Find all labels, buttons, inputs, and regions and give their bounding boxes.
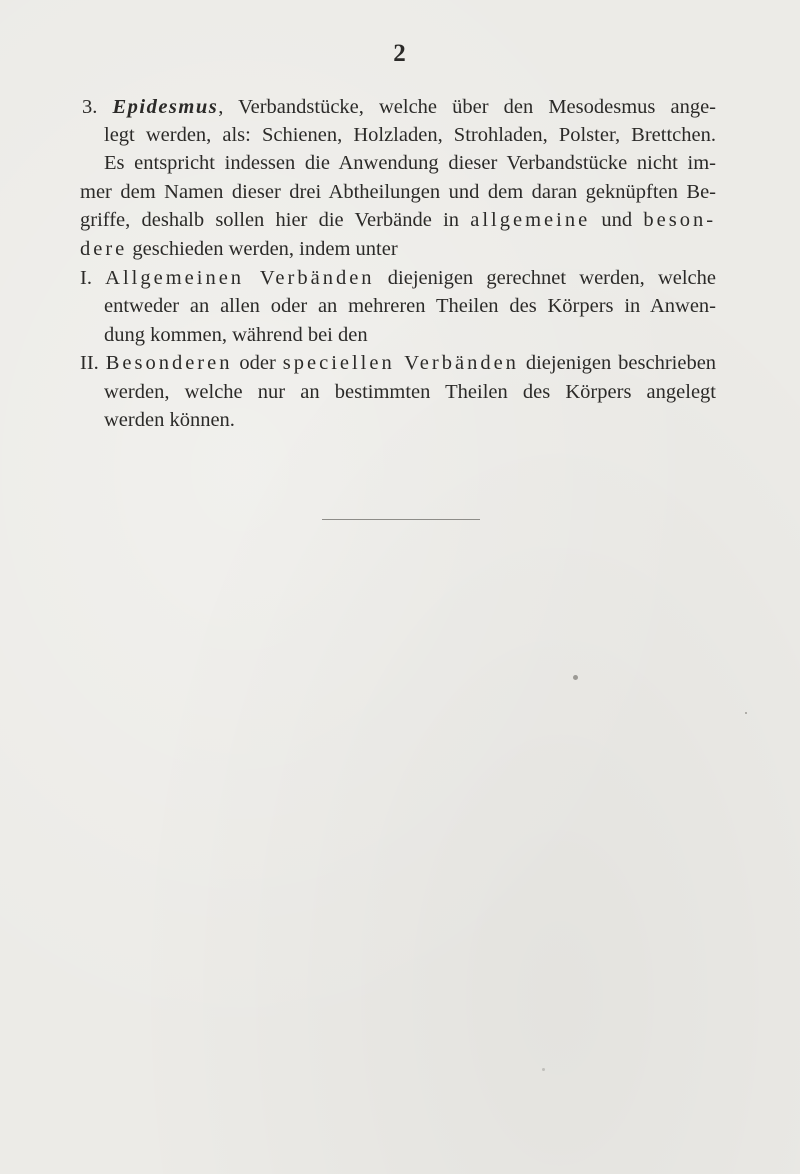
list-item-line: dung kommen, während bei den xyxy=(104,324,368,346)
text-run: griffe, deshalb sollen hier die Verbände in xyxy=(80,209,460,231)
section-title: Epidesmus xyxy=(112,96,219,118)
text-run: und xyxy=(601,209,633,231)
text-run: diejenigen gerechnet werden, welche xyxy=(387,267,716,289)
text-run: geschieden werden, indem unter xyxy=(132,238,398,260)
spaced-term: beson- xyxy=(643,209,717,231)
paper-speck xyxy=(745,712,747,714)
spaced-term: dere xyxy=(80,238,128,260)
section-number: 3. xyxy=(82,96,98,118)
paragraph-line xyxy=(80,207,716,233)
page-number: 2 xyxy=(393,40,407,67)
section-intro-text: , Verbandstücke, welche über den Mesodesmus ange- xyxy=(218,96,716,118)
text-run: diejenigen beschrieben xyxy=(525,352,717,374)
paragraph-line: mer dem Namen dieser drei Abtheilungen und dem daran geknüpften Be- xyxy=(80,181,716,203)
paragraph-line xyxy=(82,94,716,120)
paragraph-line: Es entspricht indessen die Anwendung dieser Verbandstücke nicht im- xyxy=(104,152,716,174)
paper-speck xyxy=(573,675,578,680)
paragraph-line: legt werden, als: Schienen, Holzladen, Strohladen, Polster, Brettchen. xyxy=(104,124,716,146)
section-divider xyxy=(322,519,480,520)
text-run: oder xyxy=(239,352,276,374)
item-numeral: II. xyxy=(80,352,99,374)
paper-speck xyxy=(542,1068,545,1071)
list-item-line: werden können. xyxy=(104,409,235,431)
spaced-term: allgemeine xyxy=(470,209,591,231)
paragraph-line xyxy=(80,236,398,262)
spaced-term: speciellen Verbänden xyxy=(282,352,519,374)
list-item-line: werden, welche nur an bestimmten Theilen des Körpers angelegt xyxy=(104,381,716,403)
list-item-line: entweder an allen oder an mehreren Theilen des Körpers in Anwen- xyxy=(104,295,716,317)
list-item-line xyxy=(80,350,716,376)
spaced-term: Besonderen xyxy=(105,352,233,374)
spaced-term: Allgemeinen Verbänden xyxy=(105,267,375,289)
item-numeral: I. xyxy=(80,267,92,289)
list-item-line xyxy=(80,265,716,291)
